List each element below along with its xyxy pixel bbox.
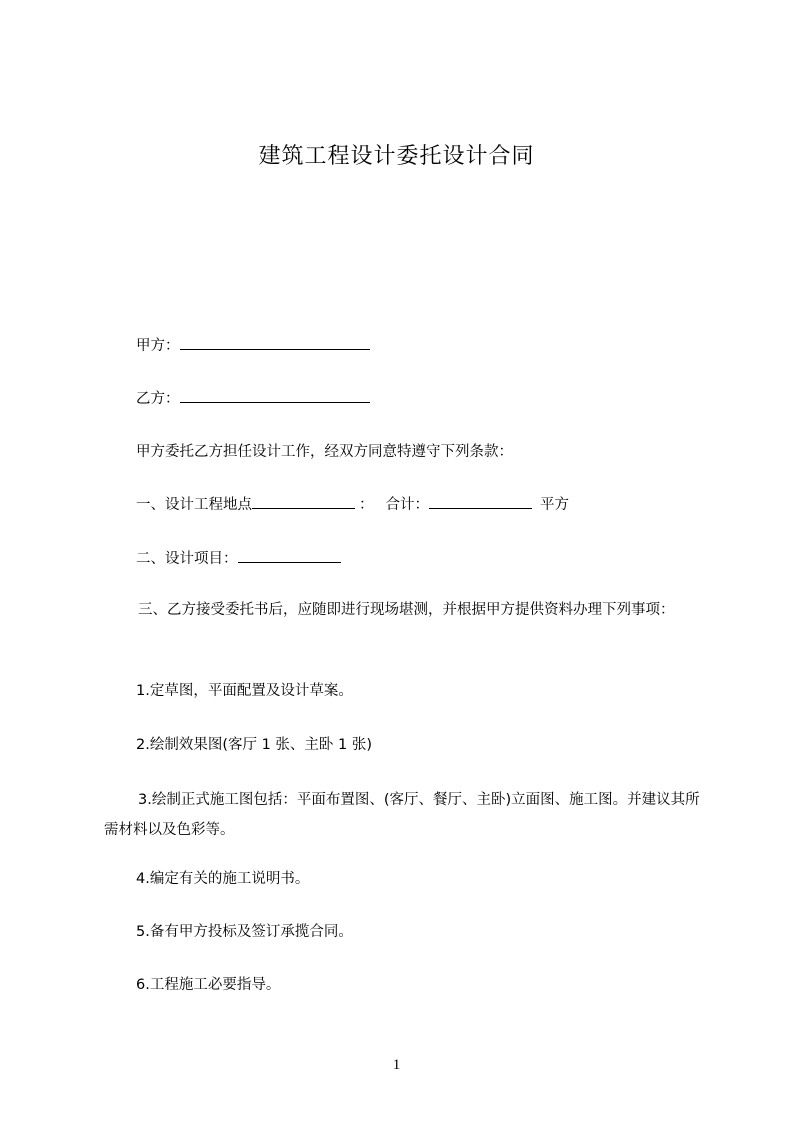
list-item: 5.备有甲方投标及签订承揽合同。 bbox=[136, 924, 353, 940]
clause-1-total-blank[interactable] bbox=[429, 494, 532, 509]
clause-3: 三、乙方接受委托书后，应随即进行现场堪测，并根据甲方提供资料办理下列事项： bbox=[138, 602, 675, 618]
party-a-label: 甲方： bbox=[136, 338, 180, 354]
intro-paragraph: 甲方委托乙方担任设计工作，经双方同意特遵守下列条款： bbox=[136, 444, 513, 460]
clause-1-unit: 平方 bbox=[540, 497, 569, 513]
list-item: 3.绘制正式施工图包括：平面布置图、(客厅、餐厅、主卧)立面图、施工图。并建议其所需材料以及色彩等。 bbox=[104, 792, 700, 838]
list-item: 1.定草图，平面配置及设计草案。 bbox=[136, 683, 353, 699]
clause-1-label: 一、设计工程地点 bbox=[136, 497, 252, 513]
clause-1-separator: ： bbox=[359, 497, 374, 513]
clause-1 bbox=[136, 494, 569, 516]
party-b-blank[interactable] bbox=[180, 388, 370, 403]
page-number: 1 bbox=[392, 1057, 401, 1073]
clause-2 bbox=[136, 548, 341, 570]
list-item: 4.编定有关的施工说明书。 bbox=[136, 871, 310, 887]
clause-1-location-blank[interactable] bbox=[252, 494, 355, 509]
clause-2-blank[interactable] bbox=[238, 548, 341, 563]
clause-2-label: 二、设计项目： bbox=[136, 551, 238, 567]
list-item: 6.工程施工必要指导。 bbox=[136, 977, 281, 993]
party-a-line bbox=[136, 335, 370, 357]
party-b-label: 乙方： bbox=[136, 391, 180, 407]
list-item: 2.绘制效果图(客厅 1 张、主卧 1 张) bbox=[136, 737, 373, 753]
clause-1-total-label: 合计： bbox=[385, 497, 429, 513]
party-b-line bbox=[136, 388, 370, 410]
party-a-blank[interactable] bbox=[180, 335, 370, 350]
document-title: 建筑工程设计委托设计合同 bbox=[258, 144, 535, 169]
